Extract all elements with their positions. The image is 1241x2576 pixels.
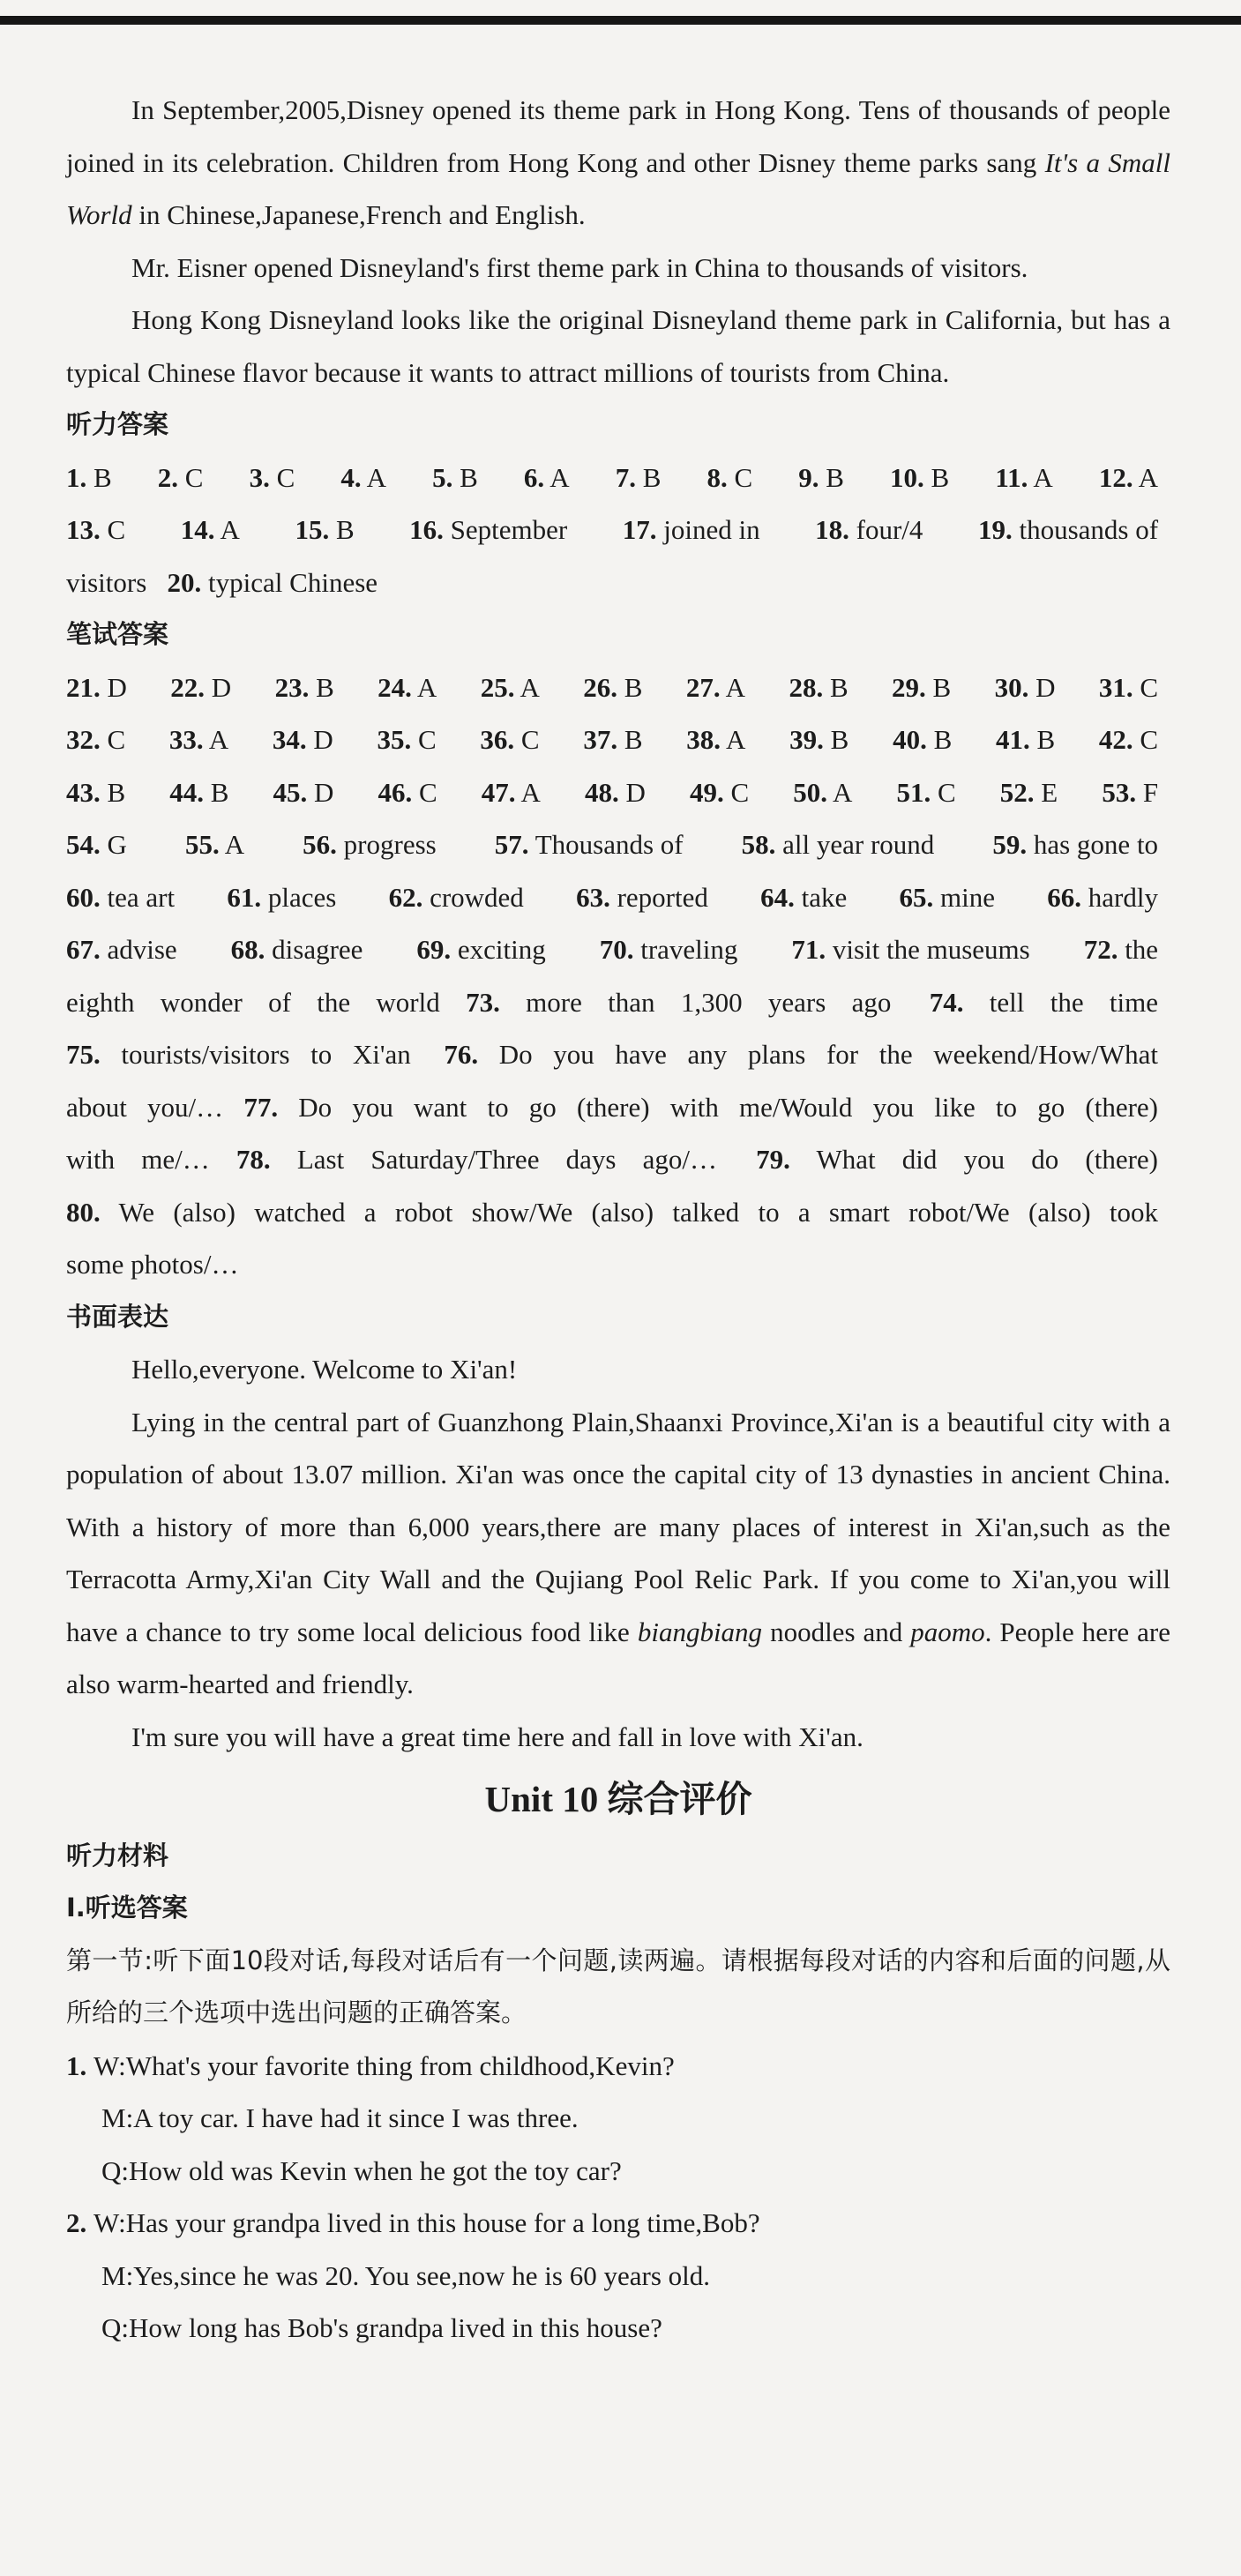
question-number: 69. bbox=[416, 934, 452, 965]
question-number: 18. bbox=[815, 514, 849, 545]
listening-answers-heading: 听力答案 bbox=[66, 409, 169, 439]
question-number: 26. bbox=[583, 671, 618, 703]
written-answer-line bbox=[66, 1133, 1170, 1186]
listening-answer-item bbox=[250, 452, 295, 504]
question-number: 76. bbox=[444, 1039, 479, 1070]
question-number: 52. bbox=[999, 776, 1035, 808]
listening-answer-row bbox=[66, 504, 1170, 556]
answer-value: D bbox=[1028, 671, 1056, 703]
question-number: 42. bbox=[1098, 724, 1133, 755]
question-number: 7. bbox=[615, 461, 636, 493]
answer-value: B bbox=[617, 724, 643, 755]
question-number: 23. bbox=[274, 671, 310, 703]
written-answer-row bbox=[66, 766, 1170, 819]
written-answer-item bbox=[583, 661, 642, 714]
question-number: 29. bbox=[892, 671, 926, 703]
answer-value: take bbox=[794, 881, 848, 913]
written-answer-row bbox=[66, 713, 1170, 766]
question-number: 57. bbox=[494, 829, 529, 860]
dialogues bbox=[66, 2040, 1170, 2355]
listening-answer-item bbox=[524, 452, 570, 504]
question-number: 55. bbox=[184, 829, 220, 860]
listening-answers-tail: visitors 20. typical Chinese bbox=[66, 566, 378, 598]
written-answer-item bbox=[897, 766, 956, 819]
question-number: 32. bbox=[66, 724, 101, 755]
answer-value: F bbox=[1136, 776, 1159, 808]
answer-value: Thousands of bbox=[528, 829, 684, 860]
answer-value: C bbox=[1133, 724, 1159, 755]
answer-value: B bbox=[925, 671, 952, 703]
question-number: 25. bbox=[480, 671, 515, 703]
question-number: 78. bbox=[235, 1144, 271, 1175]
listening-answer-item bbox=[295, 504, 354, 556]
written-answer-item bbox=[791, 923, 1029, 976]
answer-value: G bbox=[100, 829, 127, 860]
written-answer-item bbox=[66, 1039, 411, 1070]
written-answer-item bbox=[690, 766, 749, 819]
answer-value: A bbox=[203, 724, 229, 755]
question-number: 12. bbox=[1098, 461, 1133, 493]
question-number: 45. bbox=[273, 776, 308, 808]
writing-paragraph-2: I'm sure you will have a great time here and fall in love with Xi'an. bbox=[131, 1721, 863, 1752]
question-number: 30. bbox=[994, 671, 1029, 703]
question-number: 46. bbox=[378, 776, 413, 808]
question-number: 16. bbox=[409, 514, 444, 545]
answer-value: A bbox=[544, 461, 570, 493]
question-number: 71. bbox=[791, 934, 826, 965]
question-number: 40. bbox=[893, 724, 927, 755]
listening-answer-item bbox=[978, 504, 1158, 556]
answer-value: B bbox=[204, 776, 229, 808]
written-answer-item bbox=[66, 871, 175, 924]
written-answer-item bbox=[169, 766, 228, 819]
answer-value: mine bbox=[933, 881, 996, 913]
answer-value: traveling bbox=[633, 934, 738, 965]
answer-value: B bbox=[309, 671, 334, 703]
question-number: 63. bbox=[576, 881, 610, 913]
question-number: 58. bbox=[741, 829, 776, 860]
answer-value: A bbox=[827, 776, 853, 808]
answer-continuation: eighth wonder of the world bbox=[66, 986, 467, 1018]
question-number: 14. bbox=[180, 514, 215, 545]
written-answer-row bbox=[66, 871, 1170, 924]
passage-paragraph-3: Hong Kong Disneyland looks like the original Disneyland theme park in California, but has a typical Chinese flavor because it wants to attract millions of tourists from China. bbox=[66, 304, 1170, 388]
written-answer-item bbox=[236, 1144, 717, 1175]
question-number: 17. bbox=[622, 514, 657, 545]
answer-value: B bbox=[452, 461, 478, 493]
question-number: 41. bbox=[996, 724, 1030, 755]
answer-value: B bbox=[329, 514, 355, 545]
answer-value: A bbox=[515, 776, 541, 808]
question-number: 75. bbox=[66, 1039, 101, 1070]
answer-value: C bbox=[1133, 671, 1159, 703]
question-number: 31. bbox=[1098, 671, 1133, 703]
part-one-heading: Ⅰ.听选答案 bbox=[66, 1893, 188, 1923]
written-answer-item bbox=[1099, 661, 1158, 714]
written-answer-item bbox=[686, 713, 745, 766]
written-answer-line bbox=[66, 976, 1170, 1029]
answer-value: has gone to bbox=[1027, 829, 1159, 860]
question-number: 64. bbox=[760, 881, 795, 913]
answer-value: B bbox=[823, 724, 849, 755]
answer-value: C bbox=[411, 724, 437, 755]
written-answer-item bbox=[793, 766, 852, 819]
answer-value: visit the museums bbox=[826, 934, 1030, 965]
question-number: 44. bbox=[169, 776, 205, 808]
listening-answers bbox=[66, 452, 1170, 556]
question-number: 62. bbox=[388, 881, 423, 913]
answer-value: C bbox=[100, 724, 126, 755]
passage-paragraph-2: Mr. Eisner opened Disneyland's first theme park in China to thousands of visitors. bbox=[131, 251, 1028, 283]
written-answer-item bbox=[66, 923, 177, 976]
answer-value: A bbox=[720, 671, 746, 703]
written-answer-row bbox=[66, 661, 1170, 714]
answer-value: A bbox=[1028, 461, 1053, 493]
answer-value: C bbox=[727, 461, 753, 493]
written-answer-item bbox=[275, 661, 334, 714]
written-answer-item bbox=[1084, 923, 1158, 976]
question-number: 11. bbox=[995, 461, 1028, 493]
question-number: 77. bbox=[243, 1091, 279, 1123]
answer-value: September bbox=[443, 514, 568, 545]
written-answer-item bbox=[742, 818, 935, 871]
question-number: 33. bbox=[168, 724, 204, 755]
written-answers-free bbox=[66, 976, 1170, 1291]
question-number: 79. bbox=[756, 1144, 790, 1175]
song-title: It's a Small World bbox=[66, 146, 1170, 230]
answer-value: exciting bbox=[451, 934, 546, 965]
written-answer-item bbox=[231, 923, 363, 976]
written-answer-item bbox=[273, 713, 333, 766]
listening-answer-item bbox=[1099, 452, 1158, 504]
listening-answer-item bbox=[340, 452, 386, 504]
question-number: 37. bbox=[583, 724, 618, 755]
dialogue-line: M:Yes,since he was 20. You see,now he is 60 years old. bbox=[101, 2259, 711, 2291]
question-number: 74. bbox=[929, 986, 964, 1018]
answer-value: C bbox=[100, 514, 126, 545]
writing-heading: 书面表达 bbox=[66, 1301, 169, 1332]
written-answer-item bbox=[995, 661, 1056, 714]
written-answer-item bbox=[185, 818, 244, 871]
answer-value: B bbox=[823, 671, 849, 703]
written-answer-item bbox=[481, 661, 540, 714]
answer-value: advise bbox=[100, 934, 177, 965]
writing-greeting: Hello,everyone. Welcome to Xi'an! bbox=[131, 1354, 518, 1385]
question-number: 8. bbox=[706, 461, 728, 493]
written-answer-item bbox=[66, 1197, 1158, 1228]
passage-paragraph-1: In September,2005,Disney opened its theme park in Hong Kong. Tens of thousands of people joined in its celebration. Children from Hong Kong and other Disney theme parks sang It's a Small World in Chinese,Japanese,French and English. bbox=[66, 94, 1170, 230]
question-number: 22. bbox=[170, 671, 206, 703]
question-number: 53. bbox=[1102, 776, 1137, 808]
written-answer-item bbox=[583, 713, 642, 766]
answer-value: E bbox=[1034, 776, 1058, 808]
answer-value: tourists/visitors to Xi'an bbox=[100, 1039, 411, 1070]
answer-value: A bbox=[720, 724, 746, 755]
answer-value: B bbox=[926, 724, 953, 755]
dialogue-number: 1. bbox=[66, 2050, 93, 2081]
answer-value: disagree bbox=[265, 934, 363, 965]
written-answer-item bbox=[686, 661, 745, 714]
written-answer-item bbox=[495, 818, 684, 871]
question-number: 24. bbox=[378, 671, 412, 703]
question-number: 1. bbox=[66, 461, 87, 493]
written-answer-item bbox=[585, 766, 646, 819]
question-number: 2. bbox=[157, 461, 179, 493]
listening-answer-row bbox=[66, 452, 1170, 504]
dialogue-line: M:A toy car. I have had it since I was three. bbox=[101, 2102, 579, 2133]
written-answer-item bbox=[1047, 871, 1158, 924]
written-answer-line bbox=[66, 1238, 1170, 1291]
listening-answer-item bbox=[432, 452, 478, 504]
listening-answer-item bbox=[181, 504, 240, 556]
written-answer-item bbox=[169, 713, 228, 766]
written-answer-row bbox=[66, 923, 1170, 976]
dialogue-line: Q:How long has Bob's grandpa lived in this house? bbox=[101, 2312, 662, 2343]
question-number: 28. bbox=[789, 671, 824, 703]
question-number: 5. bbox=[432, 461, 453, 493]
written-answer-item bbox=[930, 987, 1158, 1018]
question-number: 59. bbox=[992, 829, 1028, 860]
question-number: 67. bbox=[66, 934, 101, 965]
listening-answer-item bbox=[409, 504, 567, 556]
answer-value: D bbox=[100, 671, 127, 703]
written-answer-line bbox=[66, 1028, 1170, 1081]
question-number: 35. bbox=[377, 724, 412, 755]
question-number: 38. bbox=[686, 724, 721, 755]
question-number: 36. bbox=[480, 724, 515, 755]
answer-value: B bbox=[923, 461, 950, 493]
dialogue-line: Q:How old was Kevin when he got the toy car? bbox=[101, 2154, 622, 2186]
question-number: 56. bbox=[303, 829, 337, 860]
answer-value: thousands of bbox=[1012, 514, 1159, 545]
written-answer-item bbox=[480, 713, 539, 766]
answer-value: What did you do (there) bbox=[789, 1144, 1158, 1175]
dialogue bbox=[66, 2197, 1170, 2355]
written-answers-heading: 笔试答案 bbox=[66, 619, 169, 649]
listening-answer-item bbox=[815, 504, 923, 556]
question-number: 68. bbox=[230, 934, 265, 965]
written-answer-item bbox=[378, 661, 437, 714]
instructions: 第一节:听下面10段对话,每段对话后有一个问题,读两遍。请根据每段对话的内容和后面的问题,从所给的三个选项中选出问题的正确答案。 bbox=[66, 1945, 1170, 2027]
written-answer-item bbox=[227, 871, 336, 924]
listening-material-heading: 听力材料 bbox=[66, 1840, 169, 1870]
answer-value: the bbox=[1118, 934, 1159, 965]
question-number: 15. bbox=[295, 514, 330, 545]
answer-value: crowded bbox=[422, 881, 524, 913]
answer-page bbox=[66, 84, 1170, 2355]
answer-value: A bbox=[219, 829, 245, 860]
question-number: 10. bbox=[890, 461, 924, 493]
written-answer-item bbox=[756, 1144, 1158, 1175]
writing-paragraph-1: Lying in the central part of Guanzhong Plain,Shaanxi Province,Xi'an is a beautiful city with a population of about 13.07 million. Xi'an was once the capital city of 13 dynasties in ancient China. With a history of more than 6,000 years,there are many places of interest in Xi'an,such as the Terracotta Army,Xi'an City Wall and the Qujiang Pool Relic Park. If you come to Xi'an,you will have a chance to try some local delicious food like biangbiang noodles and paomo. People here are also warm-hearted and friendly. bbox=[66, 1406, 1170, 1699]
question-number: 47. bbox=[481, 776, 516, 808]
answer-value: reported bbox=[609, 881, 708, 913]
answer-value: B bbox=[1029, 724, 1056, 755]
top-rule bbox=[0, 16, 1241, 25]
written-answer-item bbox=[1102, 766, 1158, 819]
answer-value: more than 1,300 years ago bbox=[499, 986, 892, 1018]
written-answer-item bbox=[377, 713, 436, 766]
written-answer-item bbox=[66, 766, 125, 819]
written-answer-item bbox=[1000, 766, 1058, 819]
written-answer-item bbox=[273, 766, 334, 819]
question-number: 70. bbox=[599, 934, 634, 965]
question-number: 19. bbox=[977, 514, 1013, 545]
question-number: 13. bbox=[66, 514, 101, 545]
answer-value: A bbox=[514, 671, 540, 703]
answer-value: B bbox=[100, 776, 126, 808]
question-number: 51. bbox=[896, 776, 931, 808]
question-number: 61. bbox=[227, 881, 262, 913]
written-answer-item bbox=[576, 871, 708, 924]
answer-value: C bbox=[178, 461, 204, 493]
listening-answer-item bbox=[890, 452, 949, 504]
written-answer-item bbox=[789, 661, 848, 714]
written-answer-item bbox=[1099, 713, 1158, 766]
answer-value: D bbox=[205, 671, 232, 703]
question-number: 21. bbox=[66, 671, 101, 703]
written-answer-item bbox=[444, 1039, 1158, 1070]
written-answer-item bbox=[378, 766, 437, 819]
written-answer-row bbox=[66, 818, 1170, 871]
answer-continuation: some photos/… bbox=[66, 1249, 239, 1280]
question-number: 60. bbox=[66, 881, 101, 913]
answer-value: tea art bbox=[100, 881, 176, 913]
written-answer-item bbox=[466, 987, 891, 1018]
answer-value: C bbox=[412, 776, 437, 808]
answer-value: D bbox=[306, 724, 333, 755]
written-answer-item bbox=[389, 871, 524, 924]
written-answer-line bbox=[66, 1081, 1170, 1134]
listening-answer-item bbox=[706, 452, 752, 504]
listening-answer-item bbox=[798, 452, 844, 504]
question-number: 65. bbox=[899, 881, 934, 913]
answer-value: places bbox=[261, 881, 337, 913]
written-answer-item bbox=[416, 923, 545, 976]
written-answer-item bbox=[66, 818, 127, 871]
answer-value: C bbox=[723, 776, 750, 808]
listening-answer-item bbox=[158, 452, 204, 504]
question-number: 9. bbox=[798, 461, 819, 493]
answer-value: B bbox=[819, 461, 844, 493]
answer-value: D bbox=[618, 776, 646, 808]
answer-value: C bbox=[269, 461, 295, 493]
written-answer-item bbox=[66, 661, 127, 714]
answer-value: tell the time bbox=[963, 986, 1159, 1018]
question-number: 48. bbox=[585, 776, 619, 808]
written-answer-item bbox=[892, 661, 951, 714]
answer-value: C bbox=[931, 776, 956, 808]
question-number: 72. bbox=[1083, 934, 1118, 965]
answer-value: progress bbox=[336, 829, 437, 860]
question-number: 80. bbox=[66, 1196, 101, 1228]
written-answer-line bbox=[66, 1186, 1170, 1239]
answer-value: four/4 bbox=[849, 514, 923, 545]
question-number: 49. bbox=[690, 776, 724, 808]
question-number: 43. bbox=[66, 776, 101, 808]
question-number: 73. bbox=[466, 986, 500, 1018]
listening-answer-item bbox=[66, 452, 112, 504]
written-answer-item bbox=[893, 713, 952, 766]
answer-value: A bbox=[214, 514, 240, 545]
written-answer-item bbox=[482, 766, 541, 819]
answer-value: D bbox=[307, 776, 334, 808]
unit-title: Unit 10 综合评价 bbox=[484, 1778, 752, 1820]
answer-value: Do you have any plans for the weekend/How/What bbox=[478, 1039, 1159, 1070]
dialogue-number: 2. bbox=[66, 2207, 93, 2238]
answer-value: A bbox=[1133, 461, 1159, 493]
question-number: 54. bbox=[66, 829, 101, 860]
written-answer-item bbox=[760, 871, 847, 924]
answer-value: Do you want to go (there) with me/Would you like to go (there) bbox=[278, 1091, 1158, 1123]
answer-value: B bbox=[635, 461, 662, 493]
question-number: 4. bbox=[340, 461, 362, 493]
answer-value: A bbox=[361, 461, 387, 493]
answer-value: all year round bbox=[775, 829, 935, 860]
dialogue-line: 1. W:What's your favorite thing from childhood,Kevin? bbox=[66, 2050, 675, 2081]
written-answer-item bbox=[789, 713, 849, 766]
written-answer-item bbox=[66, 713, 125, 766]
written-answers bbox=[66, 661, 1170, 976]
listening-answer-item bbox=[623, 504, 760, 556]
written-answer-item bbox=[600, 923, 738, 976]
answer-value: B bbox=[617, 671, 643, 703]
answer-value: Last Saturday/Three days ago/… bbox=[270, 1144, 717, 1175]
listening-answer-item bbox=[995, 452, 1052, 504]
written-answer-item bbox=[170, 661, 231, 714]
question-number: 34. bbox=[272, 724, 307, 755]
answer-value: We (also) watched a robot show/We (also) talked to a smart robot/We (also) took bbox=[100, 1196, 1158, 1228]
written-answer-item bbox=[992, 818, 1158, 871]
question-number: 39. bbox=[789, 724, 824, 755]
written-answer-item bbox=[303, 818, 437, 871]
answer-continuation: about you/… bbox=[66, 1091, 244, 1123]
answer-value: C bbox=[514, 724, 540, 755]
answer-value: hardly bbox=[1081, 881, 1158, 913]
answer-continuation: with me/… bbox=[66, 1144, 236, 1175]
answer-value: B bbox=[86, 461, 112, 493]
written-answer-item bbox=[996, 713, 1055, 766]
listening-answer-item bbox=[616, 452, 662, 504]
written-answer-item bbox=[900, 871, 996, 924]
question-number: 3. bbox=[249, 461, 270, 493]
answer-value: joined in bbox=[656, 514, 760, 545]
dialogue-line: 2. W:Has your grandpa lived in this house for a long time,Bob? bbox=[66, 2207, 760, 2238]
answer-value: A bbox=[411, 671, 437, 703]
question-number: 6. bbox=[523, 461, 545, 493]
question-number: 27. bbox=[685, 671, 721, 703]
question-number: 66. bbox=[1047, 881, 1082, 913]
written-answer-item bbox=[243, 1092, 1158, 1123]
dialogue bbox=[66, 2040, 1170, 2198]
listening-answer-item bbox=[66, 504, 125, 556]
question-number: 50. bbox=[793, 776, 828, 808]
